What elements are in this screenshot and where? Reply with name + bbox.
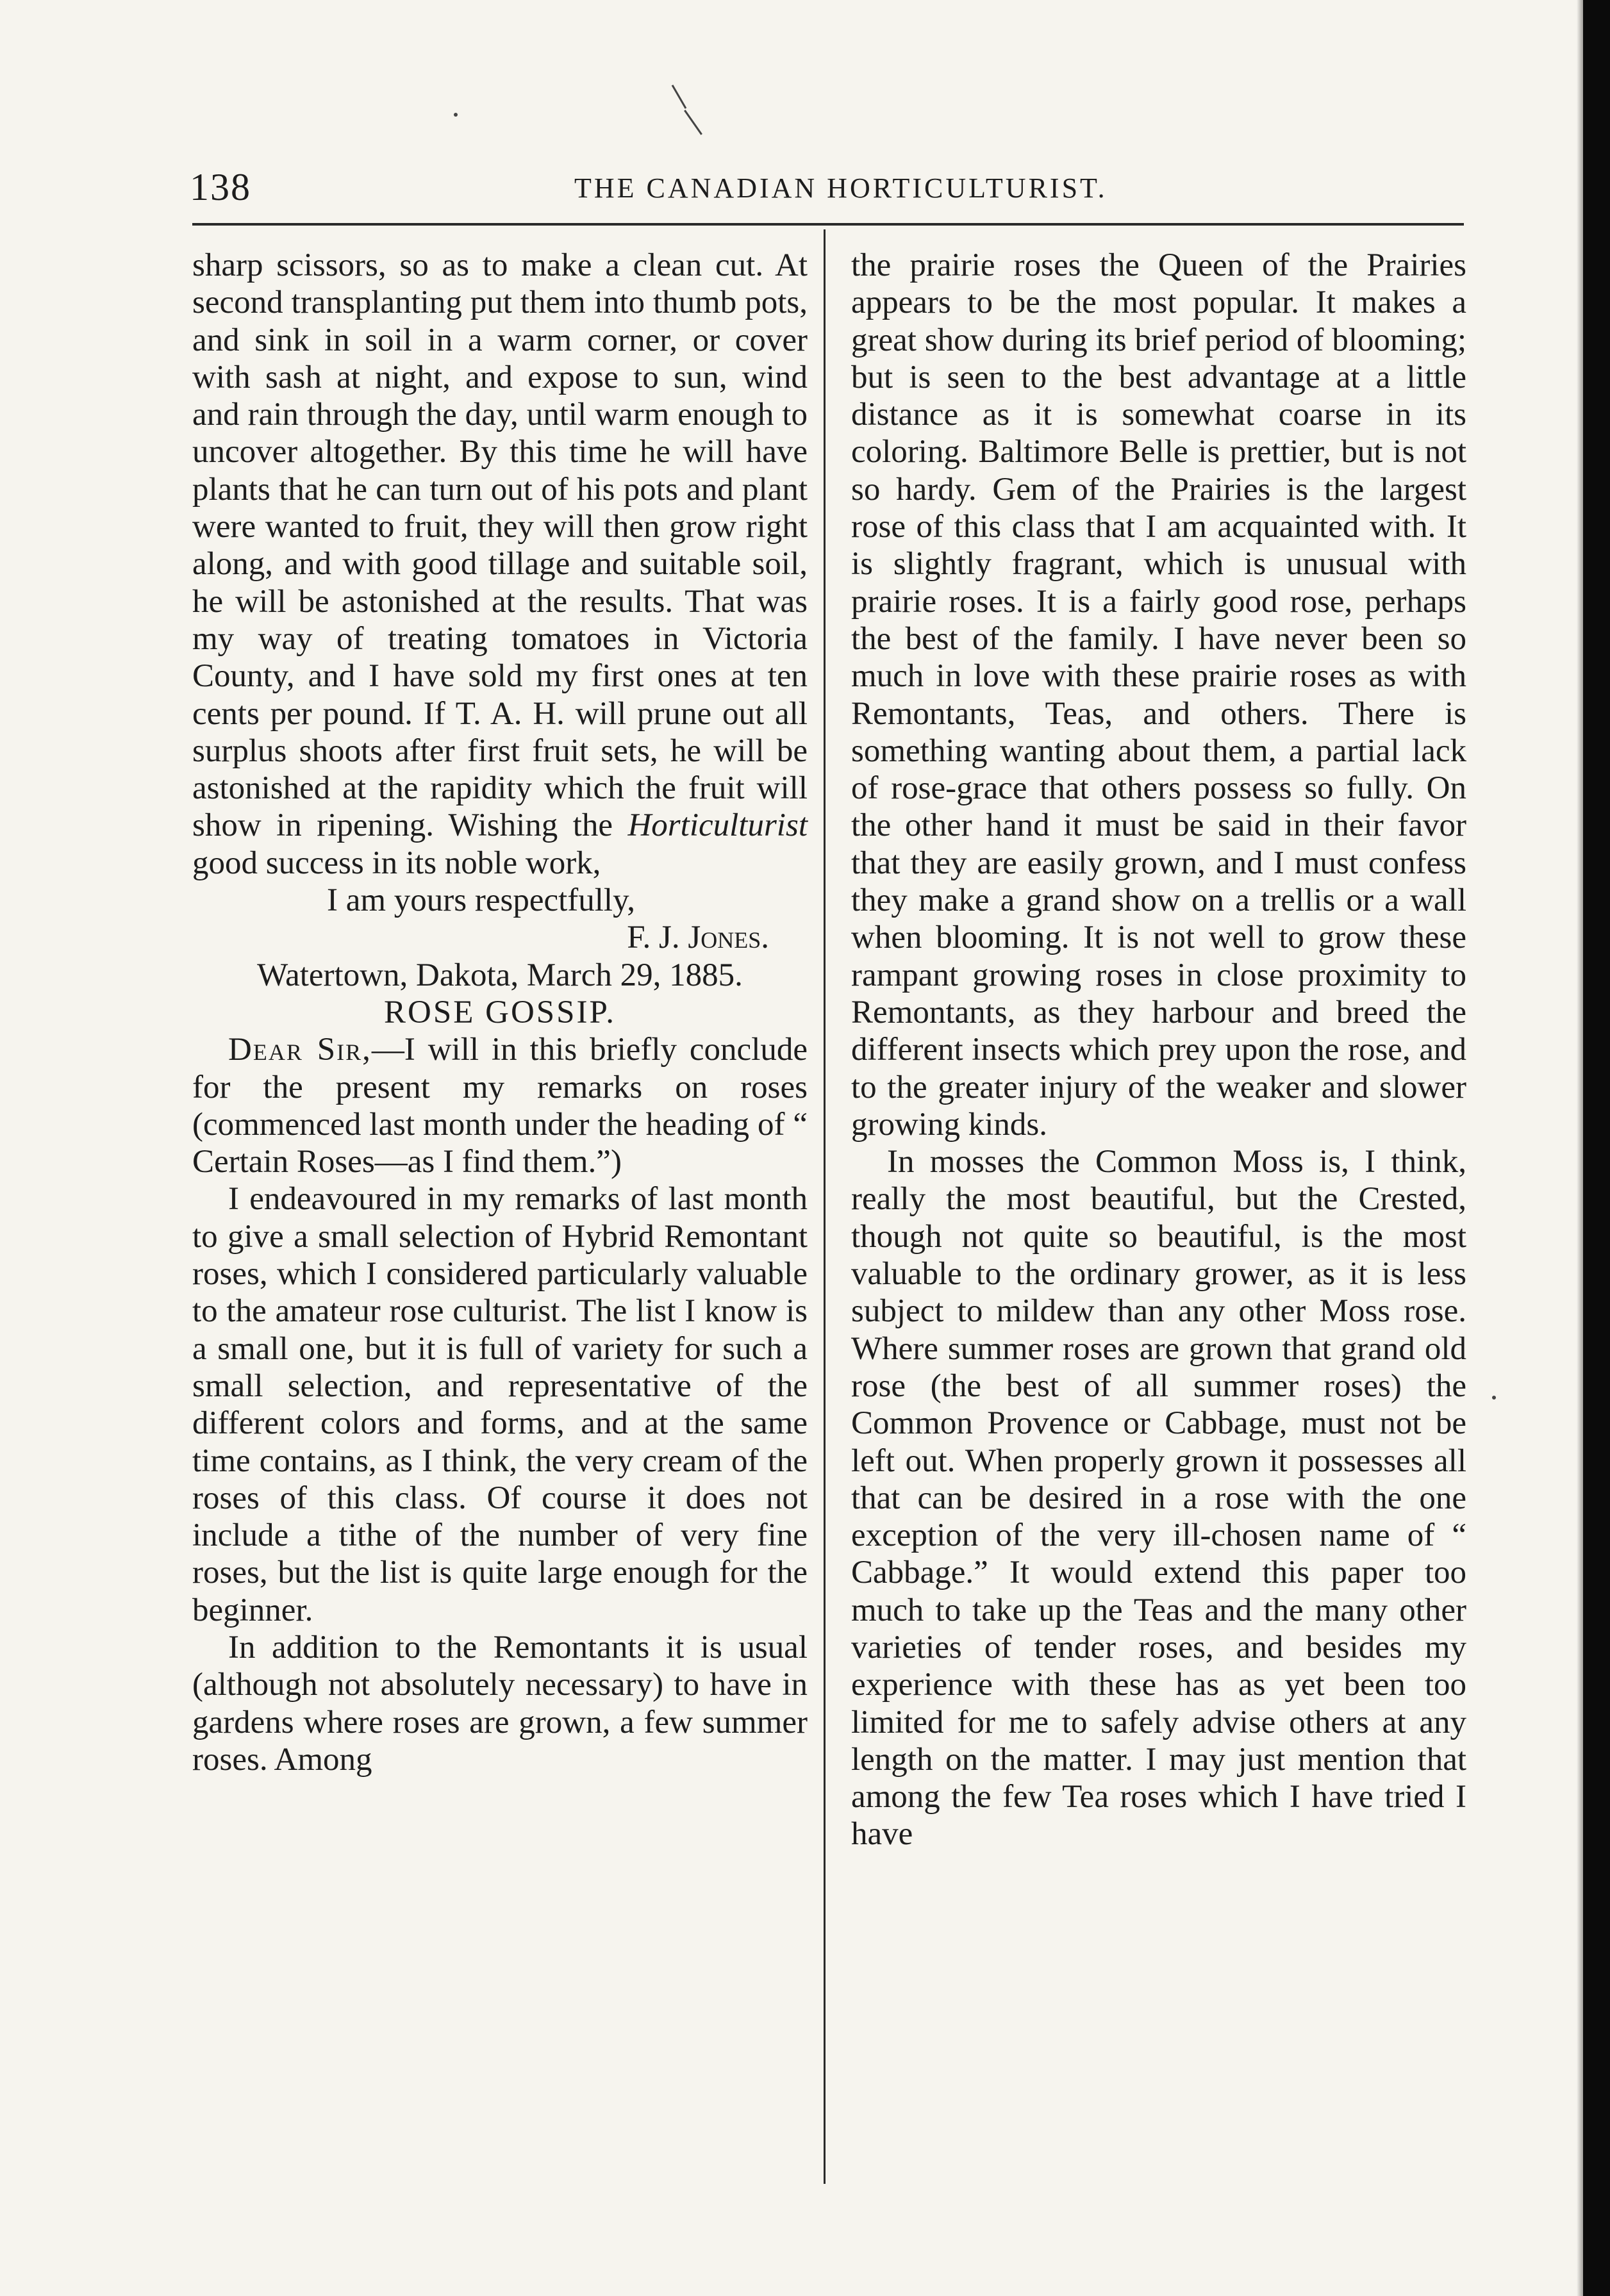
article-paragraph: the prairie roses the Queen of the Prairies appears to be the most popular. It makes a great show during its brief period of blooming; but is seen to the best advantage at a little distance as it is somewhat coarse in its coloring. Baltimore Belle is prettier, but is not so hardy. Gem of the Prairies is the largest rose of this class that I am acquainted with. It is slightly fragrant, which is unusual with prairie roses. It is a fairly good rose, perhaps the best of the family. I have never been so much in love with these prairie roses as with Remontants, Teas, and others. There is something wanting about them, a partial lack of rose-grace that others possess so fully. On the other hand it must be said in their favor that they are easily grown, and I must confess they make a grand show on a trellis or a wall when blooming. It is not well to grow these rampant growing roses in close proximity to Remontants, as they harbour and breed the different insects which prey upon the rose, and to the greater injury of the weaker and slower growing kinds.	[851, 247, 1466, 1143]
running-title: THE CANADIAN HORTICULTURIST.	[574, 172, 1108, 204]
right-column	[851, 247, 1466, 1853]
page-number: 138	[190, 166, 251, 208]
header-rule	[192, 223, 1464, 226]
article-paragraph: In addition to the Remontants it is usual (although not absolutely necessary) to have in gardens where roses are grown, a few summer roses. Among	[192, 1629, 808, 1778]
magazine-title: Horticulturist	[627, 807, 808, 844]
left-column	[192, 247, 808, 1778]
page-header	[190, 165, 1465, 210]
letter-signature: F. J. Jones.	[627, 920, 769, 956]
stray-mark	[672, 85, 687, 109]
article-heading: ROSE GOSSIP.	[384, 994, 616, 1030]
column-divider	[824, 229, 826, 2184]
article-paragraph: I endeavoured in my remarks of last month to give a small selection of Hybrid Remontant roses, which I considered particularly valuable to the amateur rose culturist. The list I know is a small one, but it is full of variety for such a small selection, and representative of the different colors and forms, and at the same time contains, as I think, the very cream of the roses of this class. Of course it does not include a tithe of the number of very fine roses, but the list is quite large enough for the beginner.	[192, 1181, 808, 1628]
page-shadow	[1577, 0, 1583, 2296]
article-paragraph: In mosses the Common Moss is, I think, really the most beautiful, but the Crested, though not quite so beautiful, is the most valuable to the ordinary grower, as it is less subject to mildew than any other Moss rose. Where summer roses are grown that grand old rose (the best of all summer roses) the Common Provence or Cabbage, must not be left out. When properly grown it possesses all that can be desired in a rose with the one exception of the very ill-chosen name of “ Cabbage.” It would extend this paper too much to take up the Teas and the many other varieties of tender roses, and besides my experience with these has as yet been too limited for me to safely advise others at any length on the matter. I may just mention that among the few Tea roses which I have tried I have	[851, 1144, 1466, 1853]
book-spine-edge	[1583, 0, 1610, 2296]
stray-mark	[684, 110, 702, 135]
letter-closing: I am yours respectfully,	[327, 882, 636, 919]
stray-dot	[454, 113, 458, 117]
letter-place-date: Watertown, Dakota, March 29, 1885.	[257, 957, 743, 993]
article-paragraph: Dear Sir,—I will in this briefly conclude for the present my remarks on roses (commenced last month under the heading of “ Certain Roses—as I find them.”)	[192, 1032, 808, 1180]
stray-dot	[1492, 1396, 1496, 1400]
letter-body: sharp scissors, so as to make a clean cut. At second transplanting put them into thumb pots, and sink in soil in a warm corner, or cover with sash at night, and expose to sun, wind and rain through the day, until warm enough to uncover altogether. By this time he will have plants that he can turn out of his pots and plant were wanted to fruit, they will then grow right along, and with good tillage and suitable soil, he will be astonished at the results. That was my way of treating tomatoes in Victoria County, and I have sold my first ones at ten cents per pound. If T. A. H. will prune out all surplus shoots after first fruit sets, he will be astonished at the rapidity which the fruit will show in ripening. Wishing the Horticulturist good success in its noble work,	[192, 247, 808, 881]
salutation: Dear Sir,	[228, 1032, 372, 1068]
